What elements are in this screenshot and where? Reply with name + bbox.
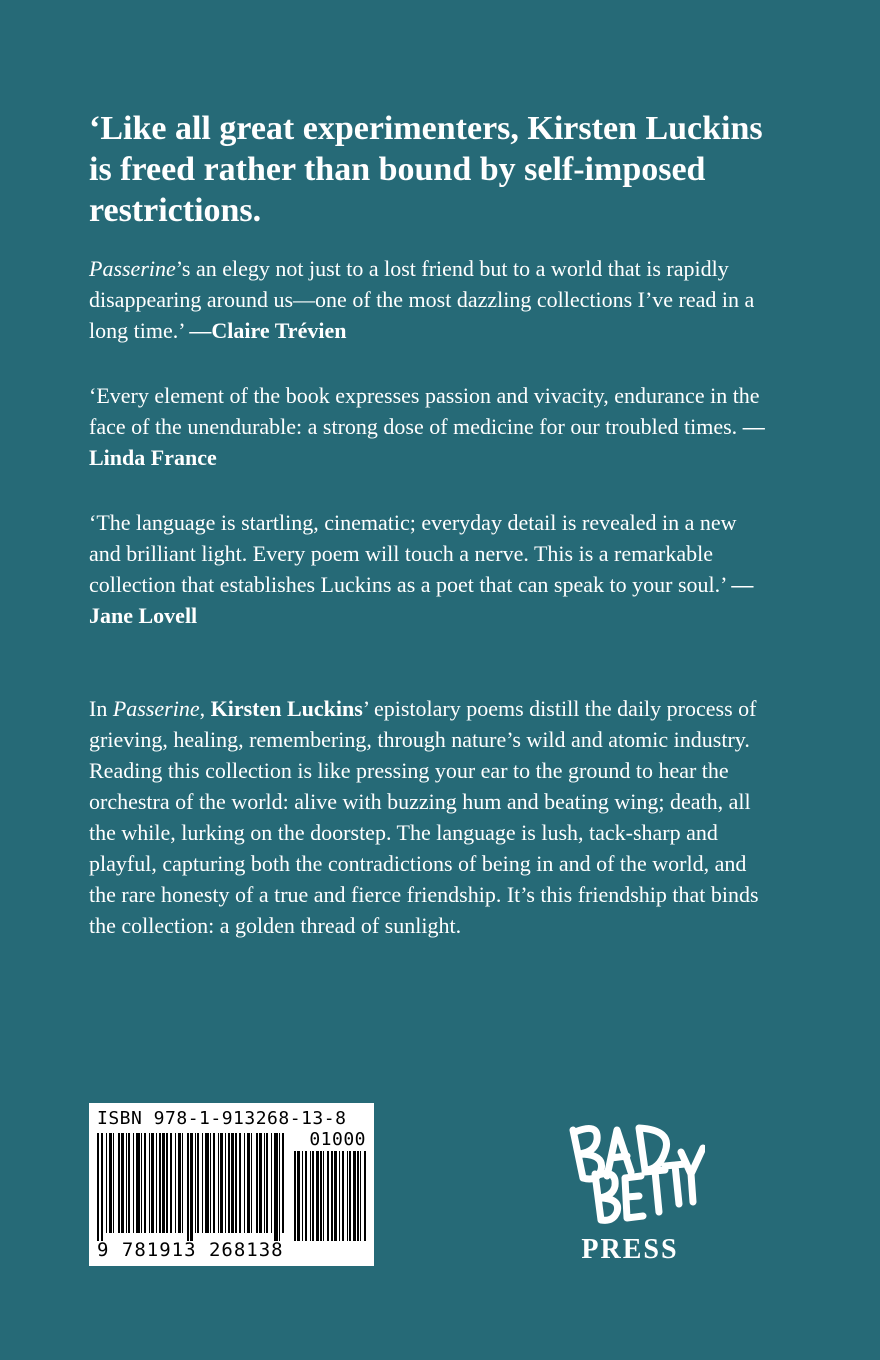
quote-claire-trevien [89,253,769,346]
quote-text: ‘Every element of the book expresses passion and vivacity, endurance in the face of the unendurable: a strong dose of medicine for our troubled times. [89,383,760,439]
quote-attribution: —Linda France [89,414,765,470]
quote-jane-lovell [89,507,769,631]
publisher-press-label: PRESS [581,1234,679,1265]
price-code: 01000 [309,1129,366,1150]
book-blurb [89,693,769,941]
quote-attribution: —Claire Trévien [189,318,347,343]
quote-text: ‘The language is startling, cinematic; everyday detail is revealed in a new and brilliant light. Every poem will touch a nerve. This is a remarkable collection that establishes Luckins as a poet that can speak to your soul.’ [89,510,737,597]
quote-linda-france [89,380,769,473]
blurb-separator: , [199,696,211,721]
back-cover-text [89,108,769,941]
book-title: Passerine [89,256,176,281]
bad-betty-logo-icon [555,1108,705,1228]
author-name: Kirsten Luckins [210,696,363,721]
headline-quote: ‘Like all great experimenters, Kirsten Luckins is freed rather than bound by self-imposed restrictions. [89,110,763,229]
blurb-prefix: In [89,696,113,721]
quote-attribution: —Jane Lovell [89,572,754,628]
publisher-logo [555,1108,705,1278]
blurb-text: ’ epistolary poems distill the daily process of grieving, healing, remembering, through nature’s wild and atomic industry. Reading this collection is like pressing your ear to the ground to hear the orchestra of the world: alive with buzzing hum and beating wing; death, all the while, lurking on the doorstep. The language is lush, tack-sharp and playful, capturing both the contradictions of being in and of the world, and the rare honesty of a true and fierce friendship. It’s this friendship that binds the collection: a golden thread of sunlight. [89,696,759,938]
quote-text: ’s an elegy not just to a lost friend but to a world that is rapidly disappearing around us—one of the most dazzling collections I’ve read in a long time.’ [89,256,755,343]
isbn-label: ISBN 978-1-913268-13-8 [97,1108,347,1129]
isbn-barcode [89,1103,374,1266]
barcode-bars [97,1133,287,1241]
book-title: Passerine [112,696,200,721]
barcode-addon-bars [294,1151,366,1241]
ean-digits: 9 781913 268138 [97,1239,284,1261]
